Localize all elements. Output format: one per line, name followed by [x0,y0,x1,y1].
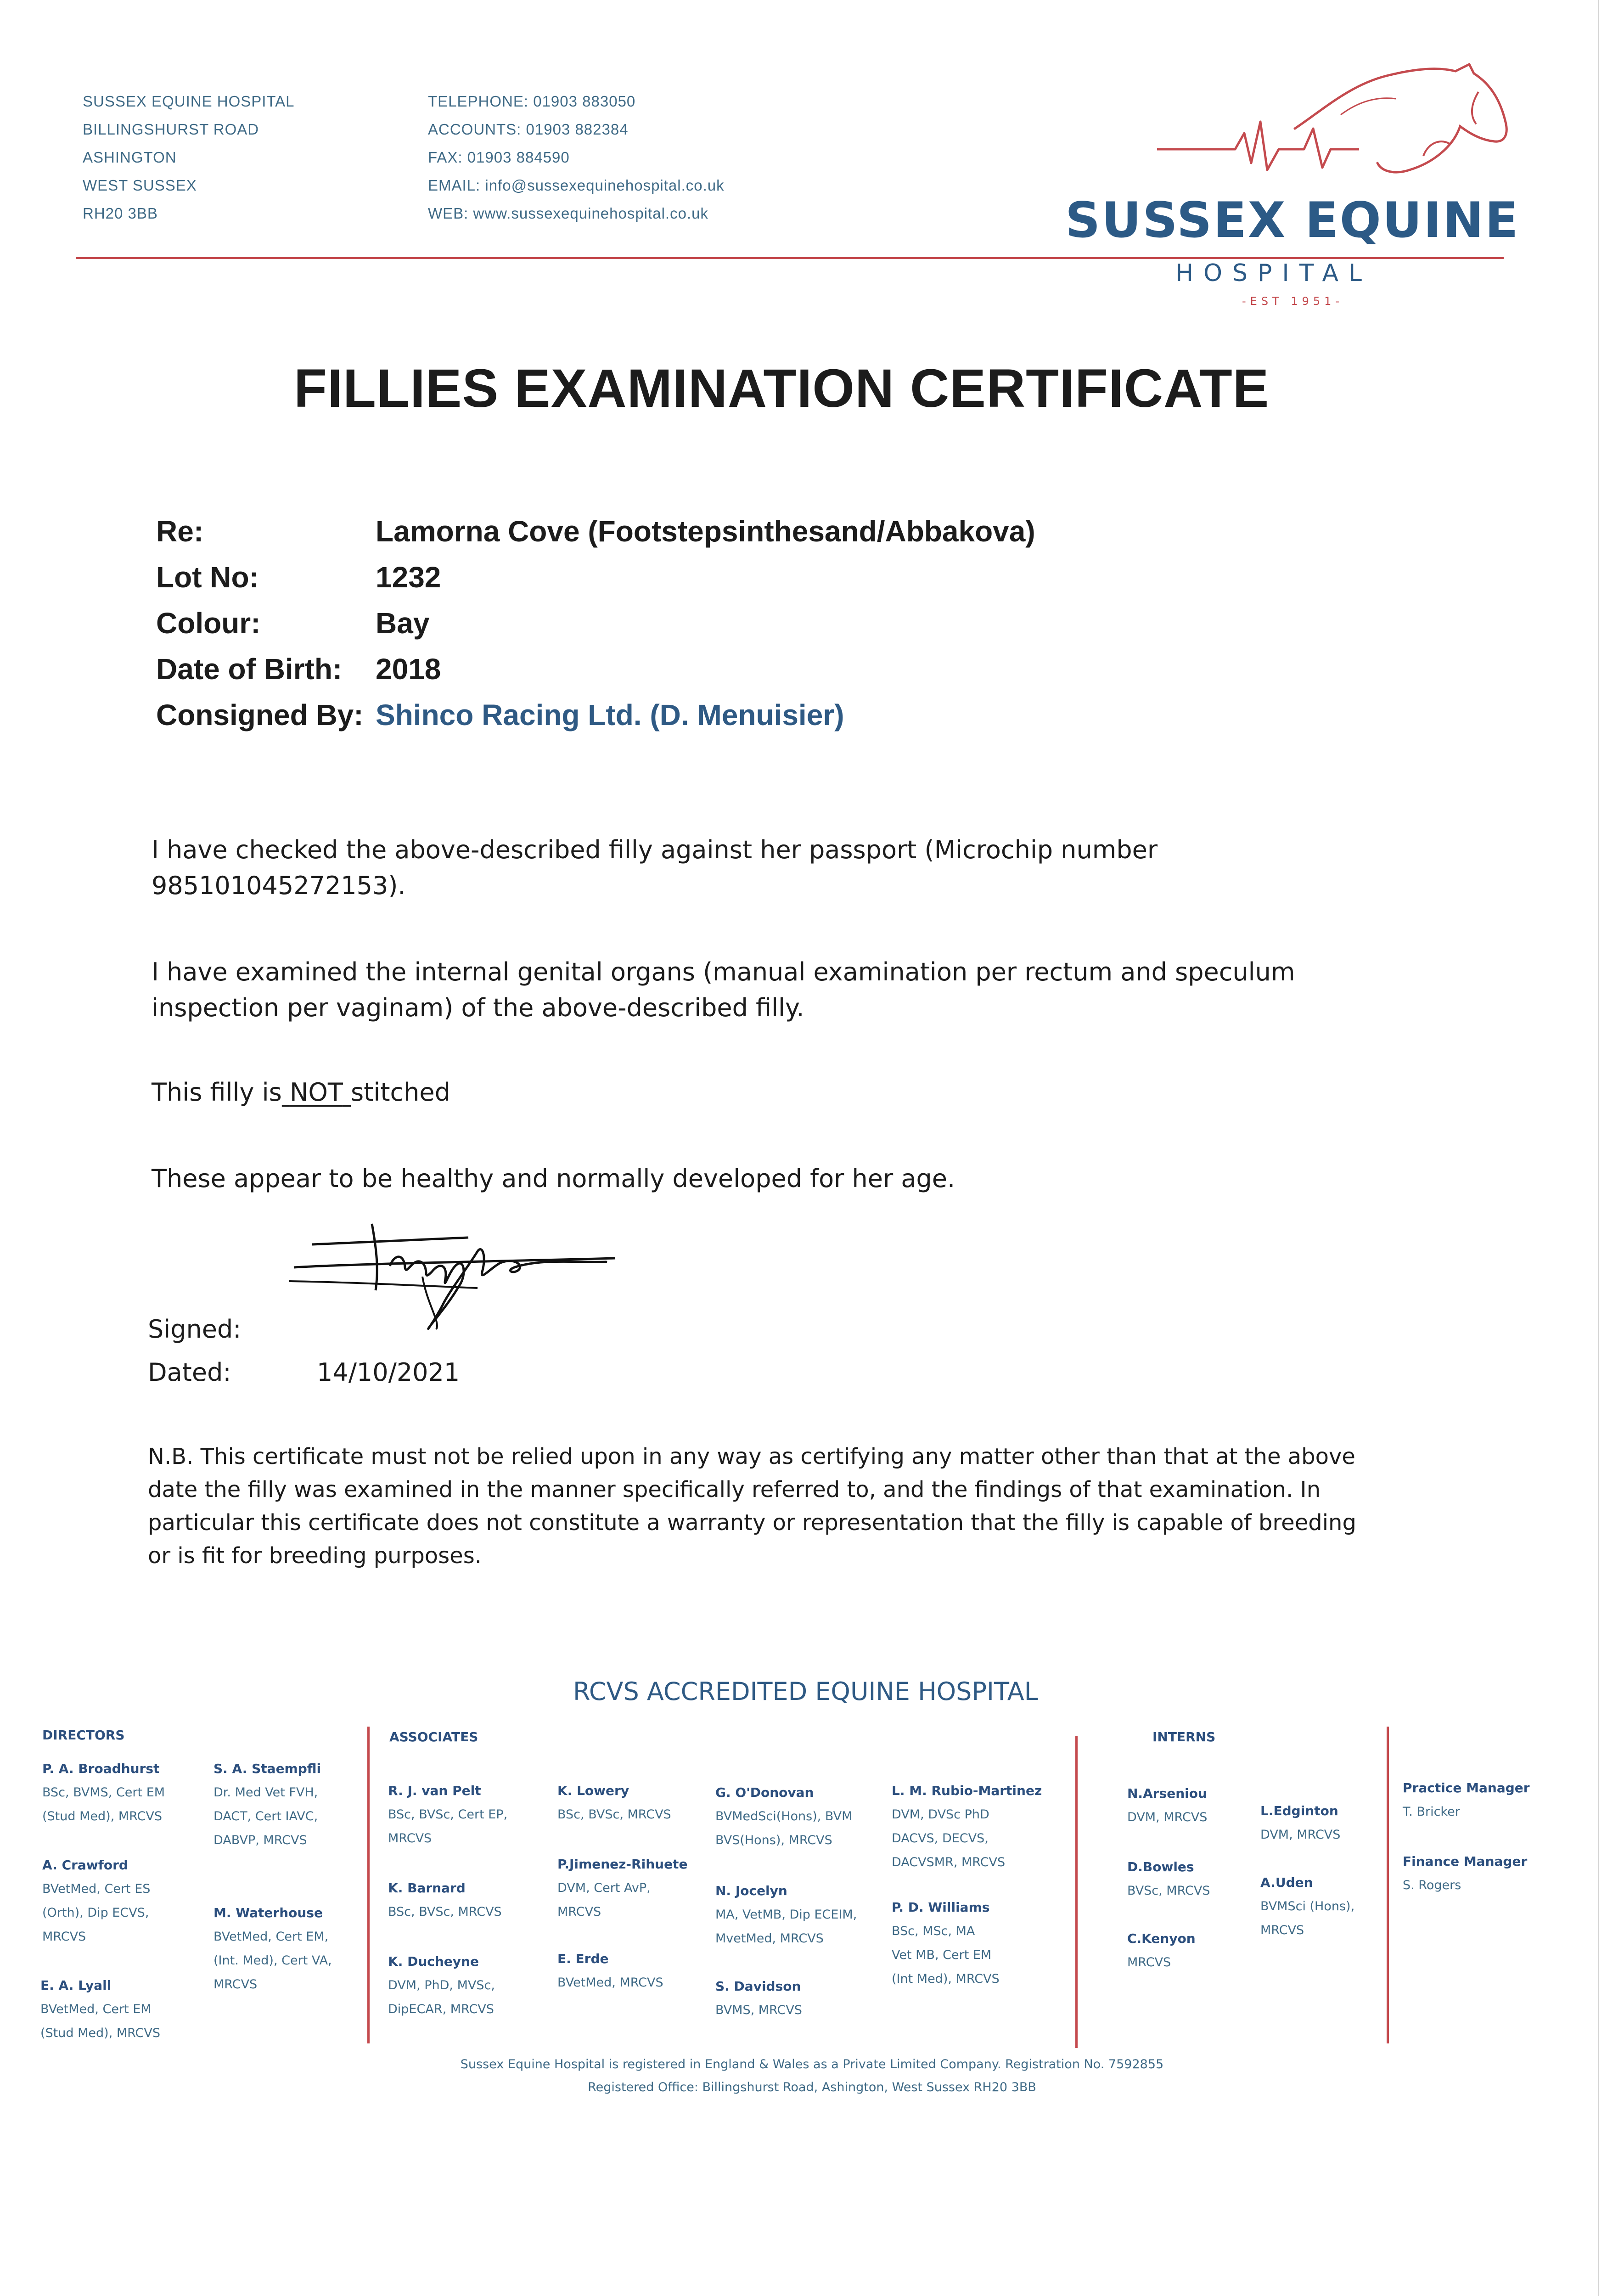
staff-name: P. A. Broadhurst [42,1761,160,1776]
staff-name: N. Jocelyn [715,1883,787,1898]
staff-name: G. O'Donovan [715,1785,814,1800]
address-line: WEST SUSSEX [83,177,197,194]
staff-entry [1403,1776,1559,1824]
staff-entry [214,1757,370,1852]
lot-value: 1232 [376,561,441,594]
text-line: I have checked the above-described filly against her passport (Microchip number [152,835,1158,864]
staff-qualifications: BVetMed, Cert EM, (Int. Med), Cert VA, MRCVS [214,1930,332,1992]
staff-name: Finance Manager [1403,1854,1528,1869]
header-divider [76,257,1504,259]
staff-name: E. A. Lyall [40,1978,112,1993]
staff-qualifications: BSc, BVSc, MRCVS [388,1905,502,1919]
stitched-suffix: stitched [351,1078,450,1107]
text-line: date the filly was examined in the manner specifically referred to, and the findings of that examination. In [148,1477,1321,1503]
staff-name: L.Edginton [1260,1803,1338,1818]
staff-qualifications: BVSc, MRCVS [1127,1884,1210,1898]
staff-qualifications: DVM, MRCVS [1127,1810,1208,1824]
text-line: particular this certificate does not constitute a warranty or representation that the filly is capable of breeding [148,1510,1356,1536]
staff-entry [892,1779,1048,1874]
staff-name: L. M. Rubio-Martinez [892,1783,1042,1798]
staff-name: Practice Manager [1403,1780,1530,1795]
scan-edge [1598,0,1599,2296]
disclaimer-paragraph [148,1440,1356,1572]
staff-qualifications: BSc, BVSc, Cert EP, MRCVS [388,1807,508,1846]
staff-name: P. D. Williams [892,1900,990,1915]
consigned-value: Shinco Racing Ltd. (D. Menuisier) [376,698,844,732]
text-line: inspection per vaginam) of the above-described filly. [152,993,804,1022]
examination-paragraph [152,954,1295,1026]
staff-qualifications: BSc, MSc, MA Vet MB, Cert EM (Int Med), MRCVS [892,1924,1000,1986]
staff-name: N.Arseniou [1127,1786,1207,1801]
logo [1065,60,1520,317]
staff-qualifications: BVetMed, Cert ES (Orth), Dip ECVS, MRCVS [42,1882,151,1944]
staff-qualifications: T. Bricker [1403,1805,1460,1819]
staff-qualifications: BVMedSci(Hons), BVM BVS(Hons), MRCVS [715,1809,853,1847]
staff-entry [715,1781,871,1852]
staff-qualifications: BVMS, MRCVS [715,2003,802,2017]
staff-qualifications: BVMSci (Hons), MRCVS [1260,1899,1355,1937]
registered-office: Registered Office: Billingshurst Road, Ashington, West Sussex RH20 3BB [588,2080,1036,2094]
staff-name: R. J. van Pelt [388,1783,481,1798]
staff-entry [42,1757,198,1829]
dob-value: 2018 [376,653,441,686]
staff-entry [1127,1927,1283,1975]
text-line: N.B. This certificate must not be relied upon in any way as certifying any matter other than that at the above [148,1444,1355,1469]
staff-name: E. Erde [557,1951,609,1966]
staff-entry [557,1852,714,1924]
column-divider [1075,1736,1078,2048]
stitched-statement [152,1075,450,1110]
staff-entry [1127,1855,1283,1903]
staff-qualifications: DVM, Cert AvP, MRCVS [557,1881,651,1919]
horse-head-heartbeat-icon [1065,60,1515,207]
email-link[interactable]: EMAIL: info@sussexequinehospital.co.uk [428,177,725,194]
staff-entry [1260,1871,1416,1942]
staff-qualifications: DVM, PhD, MVSc, DipECAR, MRCVS [388,1978,495,2016]
staff-qualifications: MRCVS [1127,1955,1171,1970]
lot-label: Lot No: [156,561,259,594]
staff-name: S. Davidson [715,1979,801,1994]
staff-entry [388,1876,544,1924]
accounts-phone: ACCOUNTS: 01903 882384 [428,121,629,138]
staff-name: A.Uden [1260,1875,1313,1890]
colour-label: Colour: [156,607,261,640]
staff-entry [388,1950,544,2021]
address-line: RH20 3BB [83,205,158,222]
passport-check-paragraph [152,832,1158,904]
staff-entry [715,1975,871,2022]
address-line: BILLINGSHURST ROAD [83,121,259,138]
associates-heading: ASSOCIATES [389,1729,478,1745]
contact-block [428,87,725,227]
staff-qualifications: S. Rogers [1403,1878,1461,1892]
fax: FAX: 01903 884590 [428,149,570,166]
staff-name: K. Lowery [557,1783,629,1798]
staff-entry [1127,1782,1283,1829]
text-line: 985101045272153). [152,871,406,900]
staff-name: K. Barnard [388,1880,466,1896]
text-line: or is fit for breeding purposes. [148,1543,482,1569]
staff-qualifications: Dr. Med Vet FVH, DACT, Cert IAVC, DABVP, MRCVS [214,1785,318,1847]
logo-est: -EST 1951- [1242,295,1344,308]
staff-entry [892,1896,1048,1991]
staff-entry [40,1974,197,2045]
registration-note: Sussex Equine Hospital is registered in England & Wales as a Private Limited Company. Registration No. 7592855 [460,2057,1164,2071]
staff-qualifications: BVetMed, MRCVS [557,1975,663,1990]
staff-name: D.Bowles [1127,1859,1194,1874]
staff-entry [388,1779,544,1851]
logo-name: SUSSEX EQUINE [1065,192,1520,248]
staff-name: P.Jimenez-Rihuete [557,1857,688,1872]
telephone: TELEPHONE: 01903 883050 [428,93,636,110]
colour-value: Bay [376,607,430,640]
web-link[interactable]: WEB: www.sussexequinehospital.co.uk [428,205,708,222]
staff-entry [1260,1799,1416,1847]
staff-name: A. Crawford [42,1857,128,1873]
staff-entry [557,1779,714,1827]
staff-qualifications: DVM, MRCVS [1260,1828,1341,1842]
staff-qualifications: BVetMed, Cert EM (Stud Med), MRCVS [40,2002,161,2040]
logo-subtitle: HOSPITAL [1175,259,1372,287]
stitched-prefix: This filly is [152,1078,282,1107]
address-block [83,87,295,227]
staff-qualifications: MA, VetMB, Dip ECEIM, MvetMed, MRCVS [715,1908,857,1946]
staff-entry [1403,1850,1559,1897]
staff-entry [715,1879,871,1951]
staff-entry [42,1853,198,1949]
health-statement: These appear to be healthy and normally developed for her age. [152,1164,955,1193]
staff-qualifications: BSc, BVMS, Cert EM (Stud Med), MRCVS [42,1785,165,1823]
staff-qualifications: DVM, DVSc PhD DACVS, DECVS, DACVSMR, MRCVS [892,1807,1006,1869]
signed-label: Signed: [148,1315,242,1344]
address-line: SUSSEX EQUINE HOSPITAL [83,93,295,110]
staff-entry [557,1947,714,1995]
dated-label: Dated: [148,1358,231,1387]
interns-heading: INTERNS [1152,1729,1216,1745]
text-line: I have examined the internal genital organs (manual examination per rectum and speculum [152,957,1295,986]
staff-entry [214,1901,370,1997]
consigned-label: Consigned By: [156,698,364,732]
staff-name: S. A. Staempfli [214,1761,321,1776]
staff-name: K. Ducheyne [388,1954,479,1969]
staff-qualifications: BSc, BVSc, MRCVS [557,1807,671,1822]
directors-heading: DIRECTORS [42,1728,125,1743]
address-line: ASHINGTON [83,149,177,166]
page-title: FILLIES EXAMINATION CERTIFICATE [294,358,1270,419]
date-value: 14/10/2021 [317,1358,460,1387]
stitched-emphasis: NOT [289,1078,343,1107]
staff-name: M. Waterhouse [214,1905,323,1920]
dob-label: Date of Birth: [156,653,343,686]
re-value: Lamorna Cove (Footstepsinthesand/Abbakova) [376,515,1035,548]
re-label: Re: [156,515,204,548]
signature-image [285,1212,624,1332]
staff-name: C.Kenyon [1127,1931,1196,1946]
accreditation-heading: RCVS ACCREDITED EQUINE HOSPITAL [573,1677,1038,1706]
